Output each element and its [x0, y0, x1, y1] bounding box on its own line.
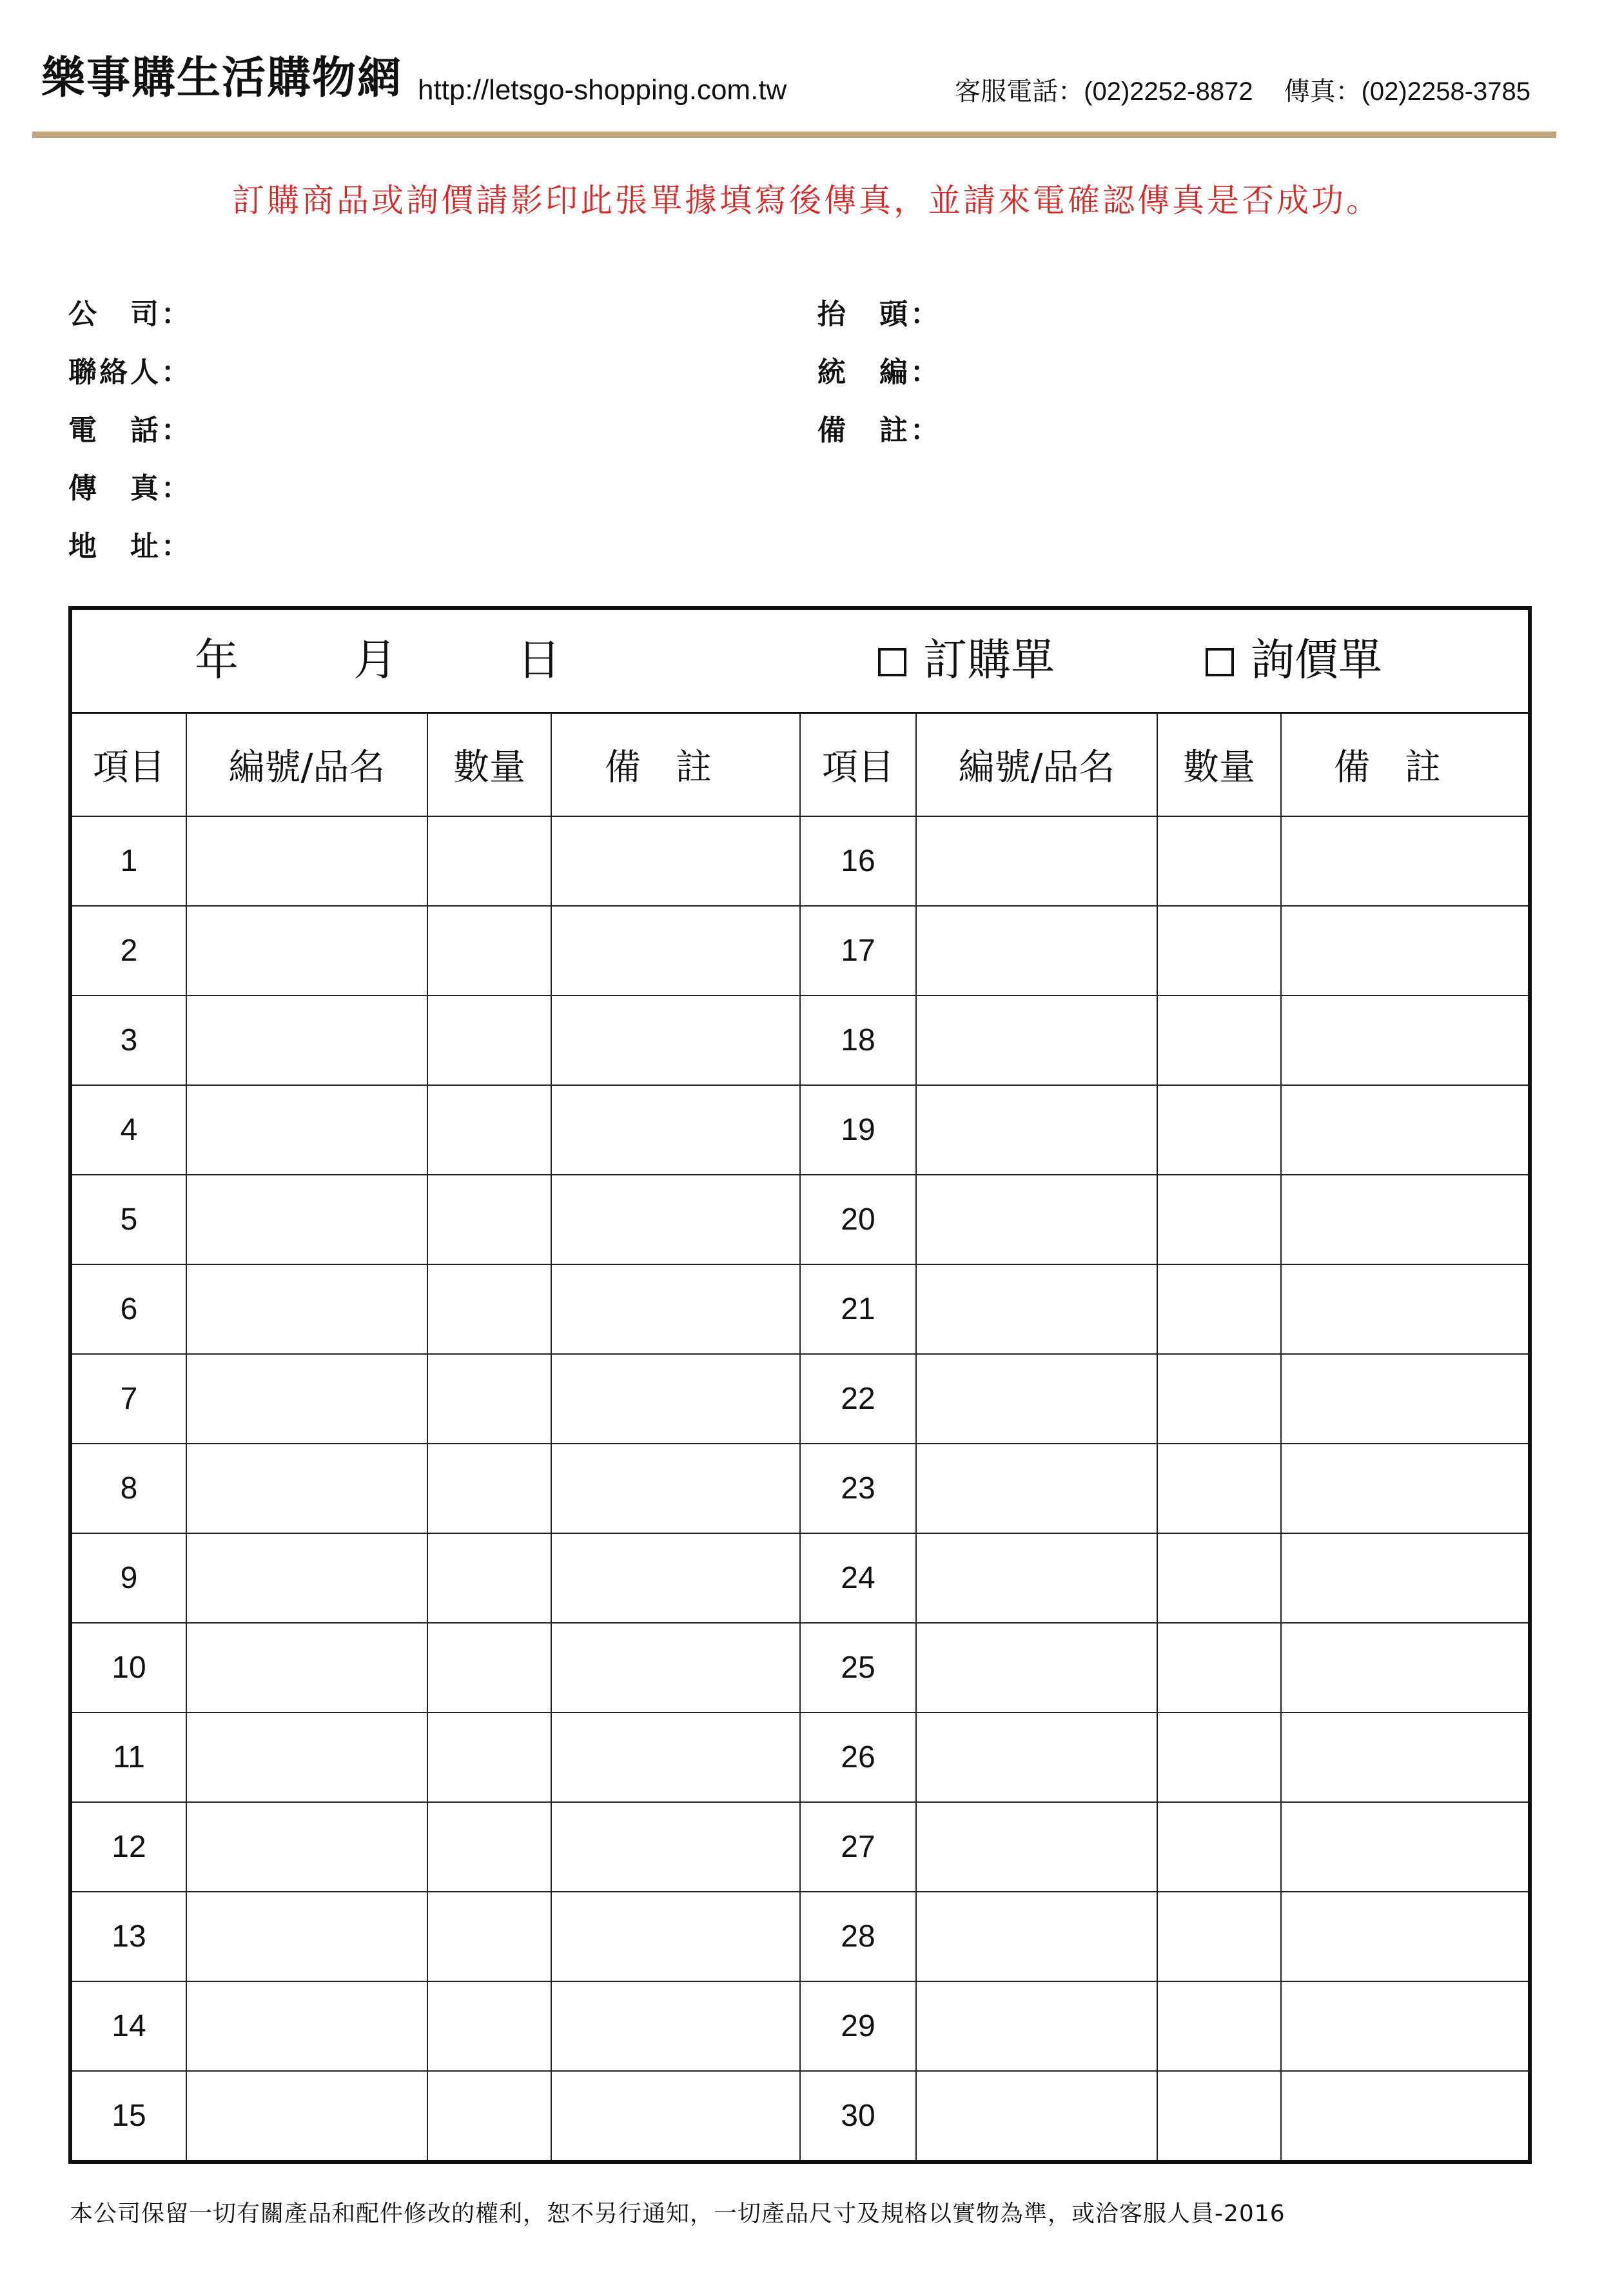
remarks-cell[interactable] — [1281, 996, 1530, 1085]
field-address[interactable]: 地 址： — [68, 530, 192, 563]
remarks-cell[interactable] — [551, 1892, 800, 1981]
item-number: 19 — [800, 1085, 916, 1175]
field-remarks-label: 備 註 — [817, 414, 910, 447]
item-number: 2 — [70, 906, 186, 996]
item-number: 6 — [70, 1264, 186, 1354]
service-fax: 傳真：(02)2258-3785 — [1284, 77, 1530, 106]
table-row — [70, 906, 1530, 996]
remarks-cell[interactable] — [1281, 2071, 1530, 2162]
order-form-label: 訂購單 — [923, 635, 1055, 686]
header-quantity: 數量 — [1157, 713, 1281, 817]
remarks-cell[interactable] — [1281, 1892, 1530, 1981]
code-name-cell[interactable] — [186, 1892, 427, 1981]
code-name-cell[interactable] — [186, 1623, 427, 1712]
item-number: 17 — [800, 906, 916, 996]
brand-name: 樂事購生活購物網 — [41, 53, 403, 104]
inquiry-checkbox[interactable] — [1206, 648, 1234, 676]
item-number: 4 — [70, 1085, 186, 1175]
table-row — [70, 1175, 1530, 1264]
order-table — [68, 606, 1532, 2164]
remarks-cell[interactable] — [1281, 1175, 1530, 1264]
service-phone: 客服電話：(02)2252-8872 — [955, 77, 1253, 106]
code-name-cell[interactable] — [186, 1264, 427, 1354]
code-name-cell[interactable] — [916, 1533, 1157, 1623]
quantity-cell[interactable] — [427, 1354, 551, 1444]
field-address-label: 地 址 — [68, 530, 161, 563]
remarks-cell[interactable] — [551, 1712, 800, 1802]
item-number: 13 — [70, 1892, 186, 1981]
remarks-cell[interactable] — [1281, 1354, 1530, 1444]
remarks-cell[interactable] — [551, 996, 800, 1085]
quantity-cell[interactable] — [1157, 1264, 1281, 1354]
code-name-cell[interactable] — [186, 816, 427, 906]
field-remarks[interactable]: 備 註： — [817, 414, 941, 447]
quantity-cell[interactable] — [1157, 1802, 1281, 1892]
field-invoice-title[interactable]: 抬 頭： — [817, 298, 941, 331]
table-row — [70, 1354, 1530, 1444]
quantity-cell[interactable] — [1157, 1175, 1281, 1264]
item-number: 9 — [70, 1533, 186, 1623]
remarks-cell[interactable] — [1281, 1533, 1530, 1623]
item-number: 5 — [70, 1175, 186, 1264]
remarks-cell[interactable] — [1281, 1981, 1530, 2071]
remarks-cell[interactable] — [1281, 816, 1530, 906]
remarks-cell[interactable] — [551, 2071, 800, 2162]
inquiry-form-label: 詢價單 — [1251, 635, 1383, 686]
header-code-name: 編號/品名 — [916, 713, 1157, 817]
item-number: 30 — [800, 2071, 916, 2162]
code-name-cell[interactable] — [916, 906, 1157, 996]
header-remarks: 備註 — [551, 713, 800, 817]
code-name-cell[interactable] — [916, 1444, 1157, 1533]
code-name-cell[interactable] — [916, 1802, 1157, 1892]
table-row — [70, 1802, 1530, 1892]
code-name-cell[interactable] — [916, 2071, 1157, 2162]
remarks-cell[interactable] — [1281, 906, 1530, 996]
table-row — [70, 1264, 1530, 1354]
quantity-cell[interactable] — [427, 1623, 551, 1712]
header-item: 項目 — [800, 713, 916, 817]
item-number: 21 — [800, 1264, 916, 1354]
table-row — [70, 1085, 1530, 1175]
code-name-cell[interactable] — [186, 1085, 427, 1175]
item-number: 23 — [800, 1444, 916, 1533]
quantity-cell[interactable] — [427, 1802, 551, 1892]
quantity-cell[interactable] — [427, 1085, 551, 1175]
item-number: 24 — [800, 1533, 916, 1623]
quantity-cell[interactable] — [1157, 1981, 1281, 2071]
quantity-cell[interactable] — [1157, 1444, 1281, 1533]
item-number: 8 — [70, 1444, 186, 1533]
quantity-cell[interactable] — [427, 1264, 551, 1354]
date-month: 月 — [353, 635, 398, 686]
item-number: 20 — [800, 1175, 916, 1264]
field-phone[interactable]: 電 話： — [68, 414, 192, 447]
field-phone-label: 電 話 — [68, 414, 161, 447]
table-row — [70, 1623, 1530, 1712]
header-remarks: 備註 — [1281, 713, 1530, 817]
inquiry-form-option[interactable] — [1206, 635, 1383, 686]
table-row — [70, 816, 1530, 906]
remarks-cell[interactable] — [551, 1264, 800, 1354]
item-number: 1 — [70, 816, 186, 906]
code-name-cell[interactable] — [916, 1981, 1157, 2071]
remarks-cell[interactable] — [551, 1354, 800, 1444]
table-row — [70, 1712, 1530, 1802]
table-row — [70, 1533, 1530, 1623]
item-number: 7 — [70, 1354, 186, 1444]
item-number: 11 — [70, 1712, 186, 1802]
table-row — [70, 1444, 1530, 1533]
quantity-cell[interactable] — [1157, 2071, 1281, 2162]
code-name-cell[interactable] — [916, 996, 1157, 1085]
item-number: 29 — [800, 1981, 916, 2071]
remarks-cell[interactable] — [551, 1802, 800, 1892]
date-row — [70, 608, 1530, 713]
code-name-cell[interactable] — [186, 1981, 427, 2071]
field-contact[interactable]: 聯絡人： — [68, 356, 192, 389]
remarks-cell[interactable] — [551, 1533, 800, 1623]
remarks-cell[interactable] — [551, 906, 800, 996]
code-name-cell[interactable] — [186, 1533, 427, 1623]
item-number: 22 — [800, 1354, 916, 1444]
quantity-cell[interactable] — [1157, 1533, 1281, 1623]
remarks-cell[interactable] — [1281, 1623, 1530, 1712]
item-number: 18 — [800, 996, 916, 1085]
footer-disclaimer: 本公司保留一切有關產品和配件修改的權利，恕不另行通知，一切產品尺寸及規格以實物為準，或洽客服人員-2016 — [70, 2201, 1286, 2227]
remarks-cell[interactable] — [1281, 1444, 1530, 1533]
code-name-cell[interactable] — [916, 1892, 1157, 1981]
quantity-cell[interactable] — [427, 906, 551, 996]
remarks-cell[interactable] — [1281, 1085, 1530, 1175]
quantity-cell[interactable] — [1157, 996, 1281, 1085]
item-number: 15 — [70, 2071, 186, 2162]
item-number: 26 — [800, 1712, 916, 1802]
remarks-cell[interactable] — [551, 1444, 800, 1533]
code-name-cell[interactable] — [916, 816, 1157, 906]
code-name-cell[interactable] — [186, 1444, 427, 1533]
table-row — [70, 996, 1530, 1085]
field-tax-id[interactable]: 統 編： — [817, 356, 941, 389]
quantity-cell[interactable] — [427, 1175, 551, 1264]
remarks-cell[interactable] — [551, 1085, 800, 1175]
quantity-cell[interactable] — [1157, 1623, 1281, 1712]
field-fax[interactable]: 傳 真： — [68, 472, 192, 505]
remarks-cell[interactable] — [1281, 1712, 1530, 1802]
remarks-cell[interactable] — [551, 1623, 800, 1712]
quantity-cell[interactable] — [1157, 1892, 1281, 1981]
code-name-cell[interactable] — [186, 1802, 427, 1892]
header-item: 項目 — [70, 713, 186, 817]
field-invoice-title-label: 抬 頭 — [817, 298, 910, 331]
quantity-cell[interactable] — [427, 816, 551, 906]
remarks-cell[interactable] — [551, 816, 800, 906]
header-divider — [32, 132, 1556, 138]
header-code-name: 編號/品名 — [186, 713, 427, 817]
code-name-cell[interactable] — [916, 1354, 1157, 1444]
quantity-cell[interactable] — [427, 996, 551, 1085]
field-tax-id-label: 統 編 — [817, 356, 910, 389]
table-row — [70, 1981, 1530, 2071]
quantity-cell[interactable] — [1157, 816, 1281, 906]
table-row — [70, 1892, 1530, 1981]
code-name-cell[interactable] — [916, 1085, 1157, 1175]
quantity-cell[interactable] — [1157, 1354, 1281, 1444]
quantity-cell[interactable] — [427, 1712, 551, 1802]
code-name-cell[interactable] — [186, 996, 427, 1085]
date-cell[interactable] — [70, 608, 1530, 713]
code-name-cell[interactable] — [186, 2071, 427, 2162]
quantity-cell[interactable] — [1157, 1085, 1281, 1175]
contact-info — [955, 79, 1530, 104]
instruction-notice: 訂購商品或詢價請影印此張單據填寫後傳真，並請來電確認傳真是否成功。 — [232, 182, 1381, 219]
quantity-cell[interactable] — [427, 2071, 551, 2162]
code-name-cell[interactable] — [916, 1175, 1157, 1264]
website-url[interactable]: http://letsgo-shopping.com.tw — [418, 74, 787, 106]
code-name-cell[interactable] — [186, 906, 427, 996]
code-name-cell[interactable] — [186, 1712, 427, 1802]
header-quantity: 數量 — [427, 713, 551, 817]
remarks-cell[interactable] — [1281, 1264, 1530, 1354]
remarks-cell[interactable] — [1281, 1802, 1530, 1892]
quantity-cell[interactable] — [427, 1533, 551, 1623]
quantity-cell[interactable] — [427, 1444, 551, 1533]
order-checkbox[interactable] — [878, 648, 906, 676]
table-row — [70, 2071, 1530, 2162]
code-name-cell[interactable] — [186, 1354, 427, 1444]
item-number: 12 — [70, 1802, 186, 1892]
quantity-cell[interactable] — [427, 1892, 551, 1981]
quantity-cell[interactable] — [1157, 1712, 1281, 1802]
item-number: 28 — [800, 1892, 916, 1981]
code-name-cell[interactable] — [916, 1623, 1157, 1712]
quantity-cell[interactable] — [1157, 906, 1281, 996]
code-name-cell[interactable] — [916, 1264, 1157, 1354]
table-body — [70, 816, 1530, 2162]
item-number: 16 — [800, 816, 916, 906]
item-number: 27 — [800, 1802, 916, 1892]
item-number: 10 — [70, 1623, 186, 1712]
field-company[interactable]: 公 司： — [68, 298, 192, 331]
item-number: 14 — [70, 1981, 186, 2071]
code-name-cell[interactable] — [186, 1175, 427, 1264]
order-form-option[interactable] — [878, 635, 1055, 686]
column-header-row — [70, 713, 1530, 817]
field-contact-label: 聯絡人 — [68, 356, 161, 389]
date-day: 日 — [517, 635, 562, 686]
item-number: 3 — [70, 996, 186, 1085]
field-fax-label: 傳 真 — [68, 472, 161, 505]
code-name-cell[interactable] — [916, 1712, 1157, 1802]
remarks-cell[interactable] — [551, 1175, 800, 1264]
remarks-cell[interactable] — [551, 1981, 800, 2071]
item-number: 25 — [800, 1623, 916, 1712]
field-company-label: 公 司 — [68, 298, 161, 331]
quantity-cell[interactable] — [427, 1981, 551, 2071]
date-year: 年 — [195, 635, 239, 686]
